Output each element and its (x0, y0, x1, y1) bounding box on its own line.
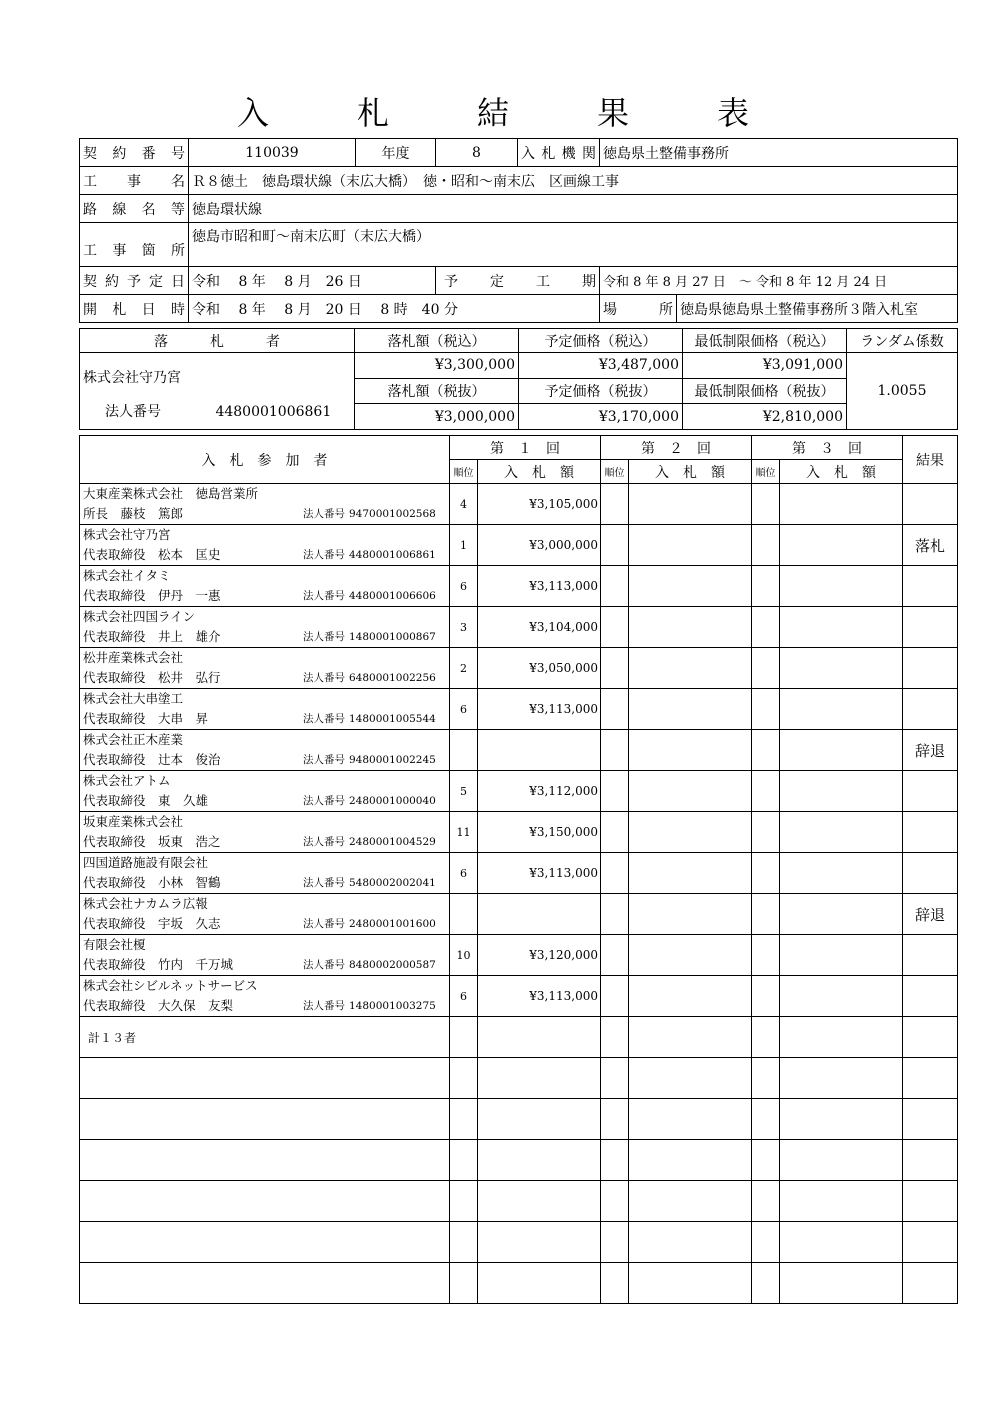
bidder-rank-3 (752, 525, 780, 566)
bidder-amount-3 (780, 689, 903, 730)
bidder-corp-number: 法人番号 8480002000587 (303, 959, 436, 971)
empty-cell (601, 1263, 629, 1304)
empty-row (80, 1140, 958, 1181)
bidder-amount-3 (780, 935, 903, 976)
bidder-row (80, 894, 958, 935)
bidder-corp-number: 法人番号 1480001003275 (303, 1000, 436, 1012)
opening-label: 開札日時 (80, 295, 189, 323)
bidder-rank-2 (601, 648, 629, 689)
bidder-cell (80, 853, 450, 894)
bidder-name: 株式会社シビルネットサービス (83, 978, 258, 993)
bidder-result: 落札 (903, 525, 958, 566)
bidder-amount-2 (629, 566, 752, 607)
col-winner: 落 札 者 (80, 329, 355, 353)
bidder-row (80, 566, 958, 607)
bidder-amount-3 (780, 730, 903, 771)
bidder-rank-3 (752, 976, 780, 1017)
bidder-amount-2 (629, 607, 752, 648)
bidder-amount-3 (780, 607, 903, 648)
bidder-amount-1: ¥3,120,000 (478, 935, 601, 976)
bidder-result (903, 812, 958, 853)
empty-cell (780, 1099, 903, 1140)
bidder-representative: 代表取締役 小林 智鶴 法人番号 5480002002041 (83, 873, 446, 893)
bidder-cell (80, 607, 450, 648)
location-label: 工事箇所 (80, 223, 189, 267)
bidder-representative: 代表取締役 竹内 千万城 法人番号 8480002000587 (83, 955, 446, 975)
bidder-cell (80, 689, 450, 730)
bidder-name: 有限会社榎 (83, 937, 146, 952)
bidder-name: 松井産業株式会社 (83, 650, 184, 665)
bidder-rank-1: 6 (450, 689, 478, 730)
bid-incl: ¥3,300,000 (355, 353, 519, 379)
bidder-rank-1: 4 (450, 484, 478, 525)
bidder-amount-2 (629, 689, 752, 730)
bidder-row (80, 648, 958, 689)
planned-incl: ¥3,487,000 (519, 353, 683, 379)
bidder-corp-number: 法人番号 1480001005544 (303, 713, 436, 725)
bidder-amount-2 (629, 976, 752, 1017)
contract-date-label: 契約予定日 (80, 267, 189, 295)
bidder-amount-3 (780, 976, 903, 1017)
bidder-rank-3 (752, 853, 780, 894)
bidder-representative: 代表取締役 大串 昇 法人番号 1480001005544 (83, 709, 446, 729)
page-title: 入 札 結 果 表 (236, 94, 777, 132)
bidder-row (80, 484, 958, 525)
empty-cell (903, 1181, 958, 1222)
bidder-amount-3 (780, 648, 903, 689)
bidder-rank-2 (601, 484, 629, 525)
bidder-row (80, 853, 958, 894)
empty-cell (780, 1263, 903, 1304)
empty-cell (80, 1181, 450, 1222)
bidder-result (903, 976, 958, 1017)
col-random: ランダム係数 (847, 329, 958, 353)
bidder-corp-number: 法人番号 4480001006606 (303, 590, 436, 602)
bidder-rank-3 (752, 689, 780, 730)
contract-info-table (79, 138, 958, 323)
bidder-amount-1: ¥3,113,000 (478, 689, 601, 730)
bidder-rank-1: 11 (450, 812, 478, 853)
bidder-row (80, 689, 958, 730)
bidder-amount-2 (629, 525, 752, 566)
bidder-rank-1: 6 (450, 566, 478, 607)
empty-cell (752, 1181, 780, 1222)
bidder-result (903, 484, 958, 525)
bidder-rank-3 (752, 730, 780, 771)
col-rank-1: 順位 (450, 460, 478, 484)
col-min-incl: 最低制限価格（税込） (683, 329, 847, 353)
bidder-corp-number: 法人番号 2480001004529 (303, 836, 436, 848)
bidder-amount-1: ¥3,113,000 (478, 853, 601, 894)
col-amount-1: 入 札 額 (478, 460, 601, 484)
total-row (80, 1017, 958, 1058)
location: 徳島市昭和町～南末広町（末広大橋） (189, 223, 958, 267)
winner-table (79, 328, 958, 430)
bidder-amount-1 (478, 894, 601, 935)
bidder-amount-3 (780, 484, 903, 525)
bidder-representative: 代表取締役 東 久雄 法人番号 2480001000040 (83, 791, 446, 811)
bidder-result: 辞退 (903, 894, 958, 935)
bidders-table (79, 435, 958, 1304)
contract-date: 令和 8 年 8 月 26 日 (189, 267, 436, 295)
bidder-amount-1: ¥3,112,000 (478, 771, 601, 812)
empty-cell (903, 1058, 958, 1099)
empty-cell (450, 1099, 478, 1140)
bidder-amount-1: ¥3,050,000 (478, 648, 601, 689)
bidder-rank-1: 2 (450, 648, 478, 689)
empty-cell (478, 1222, 601, 1263)
bidder-name: 坂東産業株式会社 (83, 814, 184, 829)
empty-cell (752, 1099, 780, 1140)
bidder-result (903, 566, 958, 607)
total-count: 計１３者 (80, 1017, 450, 1058)
empty-cell (629, 1058, 752, 1099)
bidder-rank-2 (601, 976, 629, 1017)
venue: 徳島県徳島県土整備事務所３階入札室 (677, 295, 958, 323)
bidder-corp-number: 法人番号 9480001002245 (303, 754, 436, 766)
empty-cell (780, 1181, 903, 1222)
empty-cell (450, 1140, 478, 1181)
bidder-rank-1: 1 (450, 525, 478, 566)
bidder-amount-3 (780, 812, 903, 853)
empty-cell (601, 1099, 629, 1140)
empty-row (80, 1222, 958, 1263)
bidder-name: 株式会社イタミ (83, 568, 171, 583)
empty-cell (903, 1222, 958, 1263)
bidder-rank-2 (601, 853, 629, 894)
bidder-row (80, 812, 958, 853)
empty-cell (450, 1222, 478, 1263)
bidder-result (903, 648, 958, 689)
winner-name: 株式会社守乃宮 (83, 370, 181, 386)
work-name: Ｒ８徳土 徳島環状線（末広大橋） 徳・昭和～南末広 区画線工事 (189, 167, 958, 195)
empty-cell (780, 1140, 903, 1181)
bidder-rank-3 (752, 566, 780, 607)
empty-cell (903, 1140, 958, 1181)
work-name-label: 工事名 (80, 167, 189, 195)
bidder-amount-1: ¥3,105,000 (478, 484, 601, 525)
agency-label: 入札機関 (518, 139, 600, 167)
bidder-rank-3 (752, 648, 780, 689)
bidder-amount-3 (780, 525, 903, 566)
bidder-rank-3 (752, 894, 780, 935)
bidder-amount-2 (629, 853, 752, 894)
bidder-cell (80, 730, 450, 771)
bidder-representative: 代表取締役 坂東 浩之 法人番号 2480001004529 (83, 832, 446, 852)
empty-cell (629, 1140, 752, 1181)
bidder-name: 株式会社アトム (83, 773, 171, 788)
empty-cell (80, 1140, 450, 1181)
bidder-rank-2 (601, 566, 629, 607)
bidder-rank-2 (601, 689, 629, 730)
empty-cell (478, 1058, 601, 1099)
empty-cell (780, 1058, 903, 1099)
empty-cell (601, 1058, 629, 1099)
agency: 徳島県土整備事務所 (600, 139, 958, 167)
bidder-row (80, 976, 958, 1017)
bidder-cell (80, 771, 450, 812)
bidder-cell (80, 812, 450, 853)
bidder-amount-2 (629, 648, 752, 689)
bidder-row (80, 771, 958, 812)
bidder-rank-2 (601, 607, 629, 648)
bidder-result (903, 853, 958, 894)
bidder-corp-number: 法人番号 5480002002041 (303, 877, 436, 889)
bidder-result (903, 771, 958, 812)
empty-cell (80, 1222, 450, 1263)
bidder-name: 大東産業株式会社 徳島営業所 (83, 486, 259, 501)
empty-cell (601, 1181, 629, 1222)
bidder-amount-1: ¥3,104,000 (478, 607, 601, 648)
empty-cell (752, 1222, 780, 1263)
bidder-representative: 代表取締役 伊丹 一惠 法人番号 4480001006606 (83, 586, 446, 606)
bidder-cell (80, 894, 450, 935)
bidder-rank-2 (601, 812, 629, 853)
bidder-cell (80, 484, 450, 525)
bidder-representative: 代表取締役 井上 雄介 法人番号 1480001000867 (83, 627, 446, 647)
bidder-amount-1: ¥3,113,000 (478, 976, 601, 1017)
col-bid-incl: 落札額（税込） (355, 329, 519, 353)
bidder-representative: 代表取締役 松井 弘行 法人番号 6480001002256 (83, 668, 446, 688)
empty-cell (780, 1017, 903, 1058)
bidder-amount-1: ¥3,000,000 (478, 525, 601, 566)
bidder-representative: 代表取締役 辻本 俊治 法人番号 9480001002245 (83, 750, 446, 770)
bidder-amount-2 (629, 812, 752, 853)
bidder-corp-number: 法人番号 4480001006861 (303, 549, 436, 561)
col-participants: 入 札 参 加 者 (80, 436, 450, 484)
bidder-rank-2 (601, 894, 629, 935)
bidder-row (80, 607, 958, 648)
bidder-rank-1: 6 (450, 853, 478, 894)
bidder-name: 株式会社大串塗工 (83, 691, 184, 706)
col-bid-excl: 落札額（税抜） (355, 378, 519, 404)
empty-cell (450, 1017, 478, 1058)
bidder-amount-2 (629, 730, 752, 771)
bidder-amount-3 (780, 894, 903, 935)
period-label: 予定工期 (436, 267, 600, 295)
bidder-rank-1: 6 (450, 976, 478, 1017)
bidder-corp-number: 法人番号 2480001001600 (303, 918, 436, 930)
bidder-result (903, 689, 958, 730)
bidder-cell (80, 935, 450, 976)
bidder-corp-number: 法人番号 2480001000040 (303, 795, 436, 807)
empty-cell (601, 1140, 629, 1181)
col-rank-3: 順位 (752, 460, 780, 484)
bidder-representative: 所長 藤枝 篤郎 法人番号 9470001002568 (83, 504, 446, 524)
bidder-representative: 代表取締役 大久保 友梨 法人番号 1480001003275 (83, 996, 446, 1016)
bidder-name: 株式会社四国ライン (83, 609, 196, 624)
empty-cell (478, 1181, 601, 1222)
empty-cell (629, 1222, 752, 1263)
bidder-rank-1: 5 (450, 771, 478, 812)
empty-cell (629, 1263, 752, 1304)
fiscal-year-label: 年度 (356, 139, 436, 167)
empty-cell (80, 1058, 450, 1099)
bidder-representative: 代表取締役 宇坂 久志 法人番号 2480001001600 (83, 914, 446, 934)
empty-cell (629, 1181, 752, 1222)
bidder-rank-2 (601, 525, 629, 566)
bidder-result (903, 607, 958, 648)
bidder-name: 四国道路施設有限会社 (83, 855, 209, 870)
bidder-amount-2 (629, 935, 752, 976)
bidder-result: 辞退 (903, 730, 958, 771)
winner-corp-no: 4480001006861 (215, 404, 332, 420)
empty-cell (903, 1099, 958, 1140)
opening-datetime: 令和 8 年 8 月 20 日 8 時 40 分 (189, 295, 600, 323)
winner-cell (80, 353, 355, 430)
bidder-amount-2 (629, 484, 752, 525)
bidder-rank-2 (601, 935, 629, 976)
contract-no-label: 契約番号 (80, 139, 189, 167)
empty-row (80, 1263, 958, 1304)
bidder-row (80, 935, 958, 976)
bidder-rank-3 (752, 812, 780, 853)
bidder-rank-1 (450, 894, 478, 935)
col-round-3: 第 ３ 回 (752, 436, 903, 460)
bidder-name: 株式会社守乃宮 (83, 527, 171, 542)
col-min-excl: 最低制限価格（税抜） (683, 378, 847, 404)
fiscal-year: 8 (436, 139, 518, 167)
bidder-cell (80, 525, 450, 566)
winner-corp-label: 法人番号 (105, 404, 161, 420)
bidder-cell (80, 976, 450, 1017)
bidder-row (80, 525, 958, 566)
empty-cell (601, 1017, 629, 1058)
empty-cell (478, 1017, 601, 1058)
venue-label: 場所 (600, 295, 677, 323)
bidder-rank-1: 10 (450, 935, 478, 976)
bidder-representative: 代表取締役 松本 匡史 法人番号 4480001006861 (83, 545, 446, 565)
empty-cell (478, 1140, 601, 1181)
planned-excl: ¥3,170,000 (519, 404, 683, 430)
empty-cell (752, 1058, 780, 1099)
bidder-corp-number: 法人番号 9470001002568 (303, 508, 436, 520)
bidder-amount-1: ¥3,150,000 (478, 812, 601, 853)
bidder-rank-3 (752, 771, 780, 812)
bidder-rank-3 (752, 484, 780, 525)
bidder-amount-3 (780, 853, 903, 894)
min-incl: ¥3,091,000 (683, 353, 847, 379)
empty-cell (450, 1181, 478, 1222)
empty-cell (752, 1017, 780, 1058)
bidder-name: 株式会社ナカムラ広報 (83, 896, 208, 911)
empty-row (80, 1099, 958, 1140)
bidder-rank-2 (601, 730, 629, 771)
bidder-rank-1 (450, 730, 478, 771)
empty-cell (903, 1263, 958, 1304)
col-amount-3: 入 札 額 (780, 460, 903, 484)
empty-cell (80, 1099, 450, 1140)
bidder-cell (80, 648, 450, 689)
col-planned-excl: 予定価格（税抜） (519, 378, 683, 404)
col-amount-2: 入 札 額 (629, 460, 752, 484)
min-excl: ¥2,810,000 (683, 404, 847, 430)
empty-cell (629, 1099, 752, 1140)
period: 令和 8 年 8 月 27 日 ～ 令和 8 年 12 月 24 日 (600, 267, 958, 295)
bidder-rank-2 (601, 771, 629, 812)
bidder-amount-1 (478, 730, 601, 771)
empty-cell (629, 1017, 752, 1058)
empty-cell (478, 1263, 601, 1304)
empty-row (80, 1058, 958, 1099)
route-label: 路線名等 (80, 195, 189, 223)
bid-excl: ¥3,000,000 (355, 404, 519, 430)
empty-cell (450, 1263, 478, 1304)
bidder-amount-3 (780, 771, 903, 812)
bidder-result (903, 935, 958, 976)
contract-no: 110039 (189, 139, 356, 167)
empty-cell (601, 1222, 629, 1263)
col-rank-2: 順位 (601, 460, 629, 484)
col-round-2: 第 ２ 回 (601, 436, 752, 460)
bidder-corp-number: 法人番号 1480001000867 (303, 631, 436, 643)
empty-cell (478, 1099, 601, 1140)
route: 徳島環状線 (189, 195, 958, 223)
bidder-amount-2 (629, 771, 752, 812)
bidder-row (80, 730, 958, 771)
col-result: 結果 (903, 436, 958, 484)
bidder-name: 株式会社正木産業 (83, 732, 184, 747)
empty-row (80, 1181, 958, 1222)
empty-cell (780, 1222, 903, 1263)
col-round-1: 第 １ 回 (450, 436, 601, 460)
bidder-corp-number: 法人番号 6480001002256 (303, 672, 436, 684)
col-planned-incl: 予定価格（税込） (519, 329, 683, 353)
empty-cell (450, 1058, 478, 1099)
random-coefficient: 1.0055 (847, 353, 958, 430)
bidder-rank-3 (752, 935, 780, 976)
bidder-rank-1: 3 (450, 607, 478, 648)
empty-cell (752, 1140, 780, 1181)
empty-cell (752, 1263, 780, 1304)
bidder-cell (80, 566, 450, 607)
bidder-amount-1: ¥3,113,000 (478, 566, 601, 607)
bidder-rank-3 (752, 607, 780, 648)
bidder-amount-2 (629, 894, 752, 935)
empty-cell (903, 1017, 958, 1058)
bidder-amount-3 (780, 566, 903, 607)
empty-cell (80, 1263, 450, 1304)
